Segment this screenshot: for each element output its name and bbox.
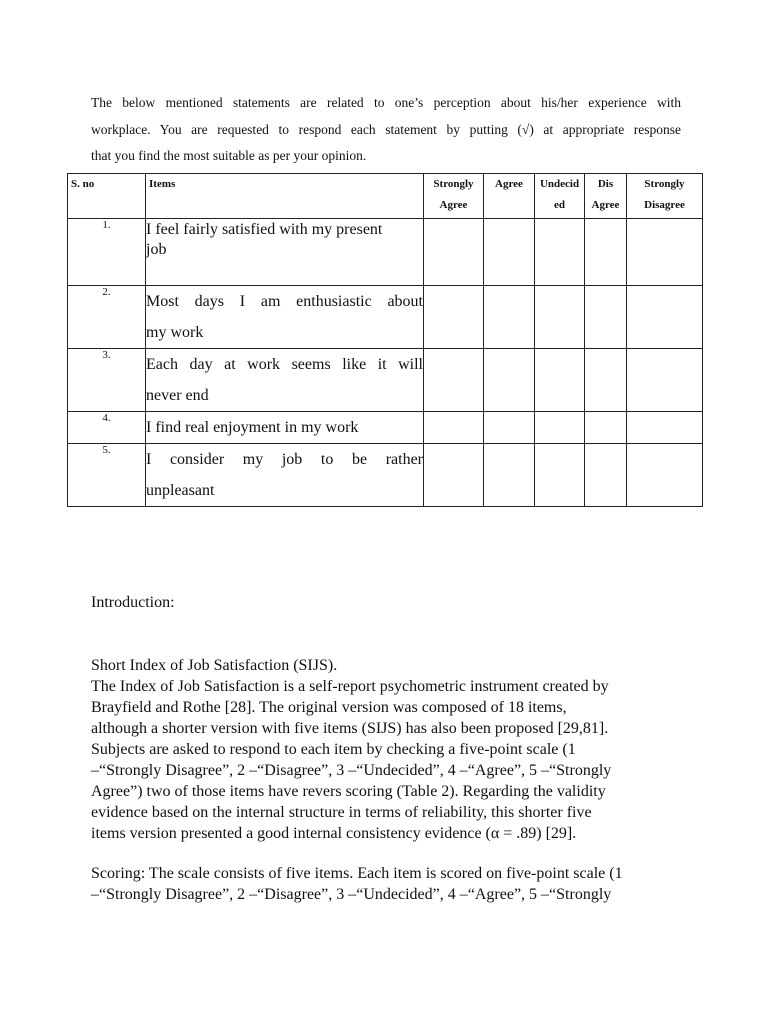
header-items: Items: [146, 174, 424, 219]
row-number: 1.: [68, 219, 146, 286]
introduction-line: Short Index of Job Satisfaction (SIJS).: [91, 657, 338, 674]
introduction-line: Subjects are asked to respond to each item by checking a five-point scale (1: [91, 741, 576, 758]
response-cell-disagree[interactable]: [585, 412, 627, 444]
response-cell-disagree[interactable]: [585, 349, 627, 412]
scoring-line: –“Strongly Disagree”, 2 –“Disagree”, 3 –“Undecided”, 4 –“Agree”, 5 –“Strongly: [91, 886, 612, 903]
instructions-paragraph: [91, 90, 681, 170]
introduction-body: [91, 655, 665, 844]
row-number: 2.: [68, 286, 146, 349]
introduction-line: Brayfield and Rothe [28]. The original version was composed of 18 items,: [91, 699, 567, 716]
introduction-line: although a shorter version with five items (SIJS) has also been proposed [29,81].: [91, 720, 609, 737]
response-cell-strongly-agree[interactable]: [424, 412, 484, 444]
response-cell-undecided[interactable]: [535, 349, 585, 412]
instructions-line-2: workplace. You are requested to respond each statement by putting (√) at appropriate response: [91, 121, 681, 137]
row-item-line-1: I consider my job to be rather: [146, 451, 423, 468]
response-cell-undecided[interactable]: [535, 219, 585, 286]
introduction-line: items version presented a good internal consistency evidence (α = .89) [29].: [91, 825, 577, 842]
scoring-paragraph: [91, 863, 665, 905]
row-item-line-2: my work: [146, 324, 204, 341]
introduction-line: –“Strongly Disagree”, 2 –“Disagree”, 3 –“Undecided”, 4 –“Agree”, 5 –“Strongly: [91, 762, 612, 779]
introduction-line: Agree”) two of those items have revers scoring (Table 2). Regarding the validity: [91, 783, 606, 800]
response-cell-disagree[interactable]: [585, 444, 627, 507]
table-row: [68, 444, 703, 507]
introduction-line: The Index of Job Satisfaction is a self-report psychometric instrument created by: [91, 678, 609, 695]
row-item-line-1: Most days I am enthusiastic about: [146, 293, 423, 310]
response-cell-strongly-disagree[interactable]: [627, 444, 703, 507]
row-item-line-2: unpleasant: [146, 482, 215, 499]
row-item-line-1: Each day at work seems like it will: [146, 356, 423, 373]
response-cell-disagree[interactable]: [585, 286, 627, 349]
table-row: [68, 412, 703, 444]
header-strongly-agree: Strongly Agree: [424, 174, 484, 219]
row-item: [146, 349, 424, 412]
response-cell-agree[interactable]: [484, 444, 535, 507]
response-cell-disagree[interactable]: [585, 219, 627, 286]
header-sno: S. no: [68, 174, 146, 219]
header-agree: Agree: [484, 174, 535, 219]
table-row: [68, 286, 703, 349]
row-item: [146, 286, 424, 349]
row-item-line-1: I find real enjoyment in my work: [146, 419, 359, 436]
response-cell-agree[interactable]: [484, 412, 535, 444]
row-number: 3.: [68, 349, 146, 412]
row-item: [146, 444, 424, 507]
response-cell-agree[interactable]: [484, 349, 535, 412]
response-cell-agree[interactable]: [484, 219, 535, 286]
row-number: 5.: [68, 444, 146, 507]
scoring-line: Scoring: The scale consists of five items. Each item is scored on five-point scale (1: [91, 865, 623, 882]
table-header-row: [68, 174, 703, 219]
header-disagree: Dis Agree: [585, 174, 627, 219]
instructions-line-1: The below mentioned statements are related to one’s perception about his/her experience with: [91, 95, 681, 110]
instructions-line-3: that you find the most suitable as per your opinion.: [91, 148, 367, 163]
header-undecided: Undecid ed: [535, 174, 585, 219]
response-cell-agree[interactable]: [484, 286, 535, 349]
table-row: [68, 349, 703, 412]
job-satisfaction-table: [67, 173, 703, 507]
response-cell-strongly-agree[interactable]: [424, 219, 484, 286]
row-item-line-1: I feel fairly satisfied with my present: [146, 221, 383, 238]
response-cell-strongly-agree[interactable]: [424, 286, 484, 349]
response-cell-strongly-disagree[interactable]: [627, 219, 703, 286]
response-cell-undecided[interactable]: [535, 286, 585, 349]
response-cell-strongly-disagree[interactable]: [627, 286, 703, 349]
response-cell-strongly-agree[interactable]: [424, 349, 484, 412]
response-cell-strongly-disagree[interactable]: [627, 349, 703, 412]
row-item-line-2: job: [146, 241, 167, 258]
response-cell-undecided[interactable]: [535, 412, 585, 444]
response-cell-undecided[interactable]: [535, 444, 585, 507]
introduction-heading: Introduction:: [91, 594, 175, 611]
row-item: [146, 412, 424, 444]
row-item: [146, 219, 424, 286]
response-cell-strongly-agree[interactable]: [424, 444, 484, 507]
table-row: [68, 219, 703, 286]
introduction-line: evidence based on the internal structure in terms of reliability, this shorter five: [91, 804, 592, 821]
row-number: 4.: [68, 412, 146, 444]
row-item-line-2: never end: [146, 387, 209, 404]
header-strongly-disagree: Strongly Disagree: [627, 174, 703, 219]
response-cell-strongly-disagree[interactable]: [627, 412, 703, 444]
